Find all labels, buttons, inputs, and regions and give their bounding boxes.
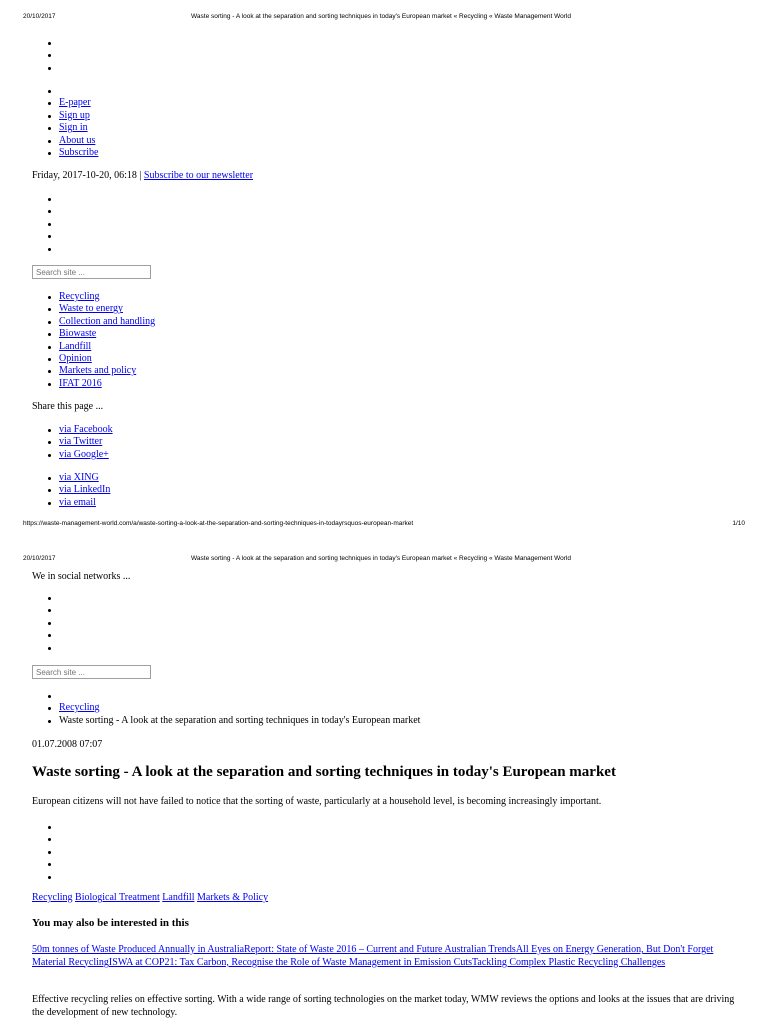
print-header-page-2 — [23, 555, 745, 565]
nav-item — [32, 316, 155, 328]
separator: | — [139, 170, 142, 181]
list-item — [32, 193, 59, 205]
share-item — [32, 436, 113, 448]
date-line — [32, 170, 253, 182]
share-label: Share this page ... — [32, 401, 104, 412]
share-item — [32, 472, 110, 484]
list-item — [32, 592, 59, 604]
article-datetime: 01.07.2008 07:07 — [32, 739, 103, 750]
list-item — [32, 230, 59, 242]
breadcrumb-item — [32, 702, 420, 714]
list-item — [32, 218, 59, 230]
list-item — [32, 642, 59, 654]
article-tags — [32, 892, 268, 904]
list-item — [32, 833, 59, 845]
article-icon-list — [32, 821, 59, 883]
print-header — [23, 13, 745, 23]
list-item — [32, 37, 59, 49]
print-url: https://waste-management-world.com/a/waste-sorting-a-look-at-the-separation-and-sorting-techniques-in-todayrsquos-european-market — [23, 520, 414, 527]
related-link-4[interactable]: ISWA at COP21: Tax Carbon, Recognise the Role of Waste Management in Emission Cuts — [108, 956, 473, 968]
list-item — [32, 604, 59, 616]
social-icon-list — [32, 193, 59, 255]
breadcrumb-recycling-link[interactable]: Recycling — [59, 702, 100, 714]
related-link-5[interactable]: Tackling Complex Plastic Recycling Challenges — [472, 956, 666, 968]
tag-landfill-link[interactable]: Landfill — [162, 892, 195, 903]
share-facebook-link[interactable]: via Facebook — [59, 424, 113, 435]
top-link-item — [32, 135, 98, 147]
top-link-item — [32, 110, 98, 122]
header-icon-list — [32, 37, 59, 74]
list-item — [32, 62, 59, 74]
nav-item — [32, 303, 155, 315]
main-nav — [32, 291, 155, 390]
list-item — [32, 871, 59, 883]
share-twitter-link[interactable]: via Twitter — [59, 436, 103, 448]
nav-item — [32, 328, 155, 340]
print-date: 20/10/2017 — [23, 13, 56, 20]
related-heading: You may also be interested in this — [32, 917, 189, 929]
list-item — [32, 205, 59, 217]
print-footer — [23, 520, 745, 530]
print-title: Waste sorting - A look at the separation and sorting techniques in today's European market « Recycling « Waste Management World — [191, 13, 572, 20]
about-link[interactable]: About us — [59, 134, 96, 146]
article-body: Effective recycling relies on effective sorting. With a wide range of sorting technologies on the market today, WMW reviews the options and looks at the issues that are driving the development of new technology. — [32, 994, 735, 1018]
page-number: 1/10 — [732, 520, 745, 527]
list-item — [32, 858, 59, 870]
epaper-link[interactable]: E-paper — [59, 97, 91, 109]
signin-link[interactable]: Sign in — [59, 122, 88, 134]
nav-landfill[interactable]: Landfill — [59, 340, 92, 352]
list-item — [32, 821, 59, 833]
nav-item — [32, 341, 155, 353]
share-email-link[interactable]: via email — [59, 496, 96, 508]
nav-markets[interactable]: Markets and policy — [59, 365, 137, 377]
list-item — [32, 243, 59, 255]
nav-collection[interactable]: Collection and handling — [59, 315, 156, 327]
share-xing-link[interactable]: via XING — [59, 472, 99, 483]
related-links — [32, 944, 744, 969]
subscribe-link[interactable]: Subscribe — [59, 146, 99, 158]
nav-item — [32, 291, 155, 303]
search-input-2[interactable] — [32, 665, 151, 679]
share-list-2 — [32, 472, 110, 509]
nav-opinion[interactable]: Opinion — [59, 352, 92, 364]
top-links — [32, 85, 98, 159]
list-item — [32, 617, 59, 629]
list-item — [32, 690, 420, 702]
list-item — [32, 49, 59, 61]
nav-item — [32, 353, 155, 365]
tag-recycling-link[interactable]: Recycling — [32, 892, 73, 903]
nav-waste-to-energy[interactable]: Waste to energy — [59, 303, 123, 315]
tag-biological-link[interactable]: Biological Treatment — [75, 892, 160, 903]
search-input[interactable] — [32, 265, 151, 279]
top-link-item — [32, 97, 98, 109]
print-date: 20/10/2017 — [23, 555, 56, 562]
signup-link[interactable]: Sign up — [59, 109, 90, 121]
list-item — [32, 85, 98, 97]
share-item — [32, 484, 110, 496]
related-link-2[interactable]: Report: State of Waste 2016 – Current and Future Australian Trends — [244, 944, 516, 955]
share-item — [32, 449, 113, 461]
breadcrumb-item — [32, 715, 420, 727]
list-item — [32, 629, 59, 641]
print-title: Waste sorting - A look at the separation and sorting techniques in today's European market « Recycling « Waste Management World — [191, 555, 572, 562]
nav-item — [32, 365, 155, 377]
related-link-3[interactable]: All Eyes on Energy Generation, But Don't Forget Material Recycling — [32, 944, 714, 968]
top-link-item — [32, 122, 98, 134]
nav-biowaste[interactable]: Biowaste — [59, 328, 97, 340]
share-list-1 — [32, 424, 113, 461]
top-link-item — [32, 147, 98, 159]
share-item — [32, 497, 110, 509]
nav-recycling[interactable]: Recycling — [59, 291, 100, 302]
nav-item — [32, 378, 155, 390]
share-item — [32, 424, 113, 436]
social-networks-label: We in social networks ... — [32, 571, 131, 582]
nav-ifat[interactable]: IFAT 2016 — [59, 377, 102, 389]
current-date: Friday, 2017-10-20, 06:18 — [32, 170, 137, 181]
article-title: Waste sorting - A look at the separation and sorting techniques in today's European market — [32, 764, 616, 780]
related-link-1[interactable]: 50m tonnes of Waste Produced Annually in Australia — [32, 944, 245, 955]
breadcrumb-current: Waste sorting - A look at the separation and sorting techniques in today's European market — [59, 714, 421, 726]
newsletter-link[interactable]: Subscribe to our newsletter — [143, 170, 254, 181]
tag-markets-link[interactable]: Markets & Policy — [196, 892, 269, 903]
share-linkedin-link[interactable]: via LinkedIn — [59, 484, 111, 496]
breadcrumb — [32, 690, 420, 727]
share-google-link[interactable]: via Google+ — [59, 448, 109, 460]
social-network-icons — [32, 592, 59, 654]
article-lead: European citizens will not have failed to notice that the sorting of waste, particularly at a household level, is becoming increasingly important. — [32, 796, 602, 807]
list-item — [32, 846, 59, 858]
